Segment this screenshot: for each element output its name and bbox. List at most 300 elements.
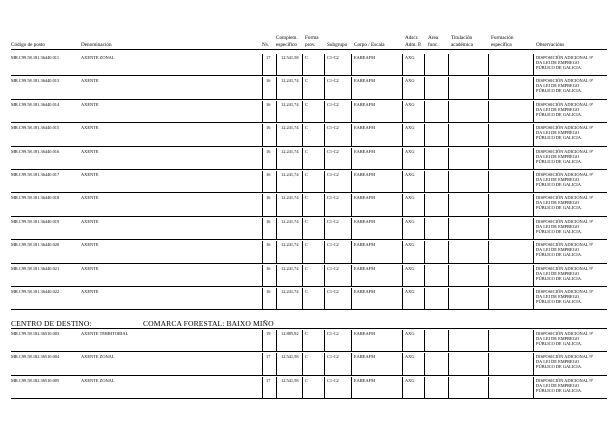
- cell-denominacion: AXENTE: [81, 148, 99, 154]
- observacions-line: DA LEI DE EMPREGO: [536, 247, 580, 253]
- column-rule: [276, 241, 277, 262]
- column-rule: [262, 77, 263, 98]
- column-rule: [448, 241, 449, 262]
- cell-corpo: EAREAFM: [354, 101, 375, 107]
- observacions-line: DISPOSICIÓN ADICIONAL 9ª: [536, 265, 593, 271]
- column-rule: [262, 101, 263, 122]
- cell-codigo: MR.C99.58.181.36440.019: [11, 218, 60, 224]
- section-value: COMARCA FORESTAL: BAIXO MIÑO: [143, 319, 274, 328]
- cell-codigo: MR.C99.58.181.36440.020: [11, 242, 60, 248]
- observacions-line: DA LEI DE EMPREGO: [536, 294, 580, 299]
- cell-corpo: EAREAFM: [354, 218, 375, 224]
- observacions-line: DISPOSICIÓN ADICIONAL 9ª: [536, 55, 593, 60]
- observacions-line: DISPOSICIÓN ADICIONAL 9ª: [536, 242, 593, 248]
- column-rule: [488, 353, 489, 374]
- column-rule: [324, 171, 325, 192]
- column-rule: [402, 148, 403, 169]
- cell-subgrupo: C1-C2: [327, 172, 339, 177]
- cell-observacions: [536, 378, 608, 393]
- cell-corpo: EAREAFM: [354, 265, 375, 271]
- cell-codigo: MR.C99.58.181.36440.011: [11, 55, 60, 60]
- column-rule: [448, 353, 449, 374]
- cell-observacions: [536, 219, 608, 234]
- header-complemento-2: específico: [276, 42, 298, 48]
- column-rule: [488, 148, 489, 169]
- column-rule: [424, 330, 425, 351]
- cell-denominacion: AXENTE: [81, 125, 99, 131]
- column-rule: [424, 54, 425, 75]
- row-rule: [11, 99, 607, 100]
- row-rule: [11, 351, 607, 352]
- column-rule: [324, 148, 325, 169]
- column-rule: [402, 194, 403, 215]
- cell-corpo: EAREAFM: [354, 125, 375, 131]
- column-rule: [533, 101, 534, 122]
- cell-forma: C: [305, 78, 308, 84]
- column-rule: [448, 124, 449, 145]
- column-rule: [488, 54, 489, 75]
- header-area-2: func.: [428, 42, 439, 48]
- cell-adscr: AXG: [405, 148, 415, 154]
- cell-observacions: [536, 55, 608, 70]
- cell-subgrupo: C1-C2: [327, 195, 339, 201]
- cell-subgrupo: C1-C2: [327, 377, 339, 383]
- cell-observacions: [536, 289, 608, 304]
- cell-forma: C: [305, 172, 308, 177]
- column-rule: [533, 353, 534, 374]
- cell-corpo: EAREAFM: [354, 289, 375, 294]
- column-rule: [351, 124, 352, 145]
- cell-adscr: AXG: [405, 101, 415, 107]
- column-rule: [424, 265, 425, 286]
- cell-forma: C: [305, 55, 308, 60]
- cell-adscr: AXG: [405, 377, 415, 383]
- column-rule: [262, 124, 263, 145]
- observacions-line: DA LEI DE EMPREGO: [536, 359, 580, 365]
- cell-forma: C: [305, 289, 308, 294]
- header-subgrupo: Subgrupo: [327, 42, 348, 48]
- column-rule: [533, 218, 534, 239]
- row-rule: [11, 309, 607, 310]
- row-rule: [11, 263, 607, 264]
- column-rule: [351, 148, 352, 169]
- column-rule: [351, 353, 352, 374]
- cell-adscr: AXG: [405, 354, 415, 360]
- column-rule: [302, 171, 303, 192]
- column-rule: [402, 77, 403, 98]
- column-rule: [302, 377, 303, 398]
- observacions-line: DA LEI DE EMPREGO: [536, 130, 580, 136]
- header-codigo: Código de posto: [11, 42, 46, 48]
- observacions-line: DA LEI DE EMPREGO: [536, 382, 580, 388]
- cell-adscr: AXG: [405, 172, 415, 177]
- header-rule: [11, 49, 607, 50]
- cell-corpo: EAREAFM: [354, 195, 375, 201]
- column-rule: [351, 241, 352, 262]
- cell-complemento: 12.541,58: [281, 377, 299, 383]
- column-rule: [324, 265, 325, 286]
- column-rule: [262, 353, 263, 374]
- column-rule: [488, 288, 489, 309]
- cell-denominacion: AXENTE: [81, 195, 99, 201]
- cell-subgrupo: C1-C2: [327, 78, 339, 84]
- column-rule: [324, 330, 325, 351]
- column-rule: [302, 218, 303, 239]
- column-rule: [448, 288, 449, 309]
- cell-corpo: EAREAFM: [354, 55, 375, 60]
- column-rule: [424, 101, 425, 122]
- column-rule: [276, 330, 277, 351]
- cell-nivel: 16: [266, 289, 271, 294]
- column-rule: [402, 265, 403, 286]
- cell-subgrupo: C1-C2: [327, 125, 339, 131]
- cell-forma: C: [305, 195, 308, 201]
- cell-corpo: EAREAFM: [354, 148, 375, 154]
- column-rule: [488, 124, 489, 145]
- column-rule: [448, 218, 449, 239]
- column-rule: [262, 218, 263, 239]
- observacions-line: DA LEI DE EMPREGO: [536, 106, 580, 112]
- cell-denominacion: AXENTE: [81, 265, 99, 271]
- cell-complemento: 12.241,74: [281, 148, 299, 154]
- column-rule: [424, 241, 425, 262]
- cell-adscr: AXG: [405, 265, 415, 271]
- column-rule: [276, 218, 277, 239]
- column-rule: [324, 101, 325, 122]
- column-rule: [424, 124, 425, 145]
- cell-subgrupo: C1-C2: [327, 242, 339, 248]
- column-rule: [448, 77, 449, 98]
- cell-subgrupo: C1-C2: [327, 289, 339, 294]
- cell-complemento: 12.241,74: [281, 125, 299, 131]
- column-rule: [402, 101, 403, 122]
- row-rule: [11, 375, 607, 376]
- header-formacion-1: Formación: [491, 35, 514, 41]
- cell-subgrupo: C1-C2: [327, 265, 339, 271]
- column-rule: [424, 148, 425, 169]
- observacions-line: PÚBLICO DE GALICIA.: [536, 299, 582, 304]
- column-rule: [351, 101, 352, 122]
- observacions-line: DISPOSICIÓN ADICIONAL 9ª: [536, 101, 593, 107]
- cell-codigo: MR.C99.58.181.36440.017: [11, 172, 60, 177]
- column-rule: [302, 353, 303, 374]
- column-rule: [488, 265, 489, 286]
- observacions-line: PÚBLICO DE GALICIA.: [536, 65, 582, 70]
- observacions-line: DISPOSICIÓN ADICIONAL 9ª: [536, 78, 593, 84]
- column-rule: [402, 330, 403, 351]
- column-rule: [262, 54, 263, 75]
- header-adscr-1: Adscr.: [405, 35, 419, 41]
- cell-forma: C: [305, 377, 308, 383]
- column-rule: [402, 241, 403, 262]
- cell-complemento: 12.241,74: [281, 195, 299, 201]
- column-rule: [424, 288, 425, 309]
- observacions-line: DISPOSICIÓN ADICIONAL 9ª: [536, 148, 593, 154]
- column-rule: [448, 101, 449, 122]
- observacions-line: PÚBLICO DE GALICIA.: [536, 88, 582, 94]
- cell-adscr: AXG: [405, 289, 415, 294]
- column-rule: [533, 171, 534, 192]
- column-rule: [351, 54, 352, 75]
- column-rule: [402, 353, 403, 374]
- column-rule: [533, 265, 534, 286]
- header-denominacion: Denominación: [81, 42, 112, 48]
- cell-codigo: MR.C99.58.182.36510.004: [11, 354, 60, 360]
- column-rule: [302, 124, 303, 145]
- cell-nivel: 16: [266, 78, 271, 84]
- column-rule: [302, 54, 303, 75]
- column-rule: [302, 288, 303, 309]
- cell-observacions: [536, 149, 608, 164]
- column-rule: [533, 77, 534, 98]
- column-rule: [533, 330, 534, 351]
- cell-denominacion: AXENTE: [81, 101, 99, 107]
- column-rule: [302, 77, 303, 98]
- cell-adscr: AXG: [405, 55, 415, 60]
- cell-denominacion: AXENTE ZONAL: [81, 377, 115, 383]
- column-rule: [424, 218, 425, 239]
- observacions-line: DISPOSICIÓN ADICIONAL 9ª: [536, 354, 593, 360]
- column-rule: [262, 288, 263, 309]
- cell-observacions: [536, 331, 608, 346]
- cell-nivel: 16: [266, 265, 271, 271]
- cell-nivel: 17: [266, 377, 271, 383]
- column-rule: [351, 194, 352, 215]
- cell-nivel: 16: [266, 101, 271, 107]
- column-rule: [324, 218, 325, 239]
- column-rule: [262, 330, 263, 351]
- cell-codigo: MR.C99.58.181.36440.018: [11, 195, 60, 201]
- row-rule: [11, 216, 607, 217]
- cell-forma: C: [305, 125, 308, 131]
- cell-observacions: [536, 354, 608, 369]
- observacions-line: PÚBLICO DE GALICIA.: [536, 135, 582, 141]
- column-rule: [424, 77, 425, 98]
- observacions-line: DISPOSICIÓN ADICIONAL 9ª: [536, 331, 593, 336]
- column-rule: [351, 330, 352, 351]
- column-rule: [262, 241, 263, 262]
- column-rule: [533, 288, 534, 309]
- column-rule: [448, 148, 449, 169]
- cell-nivel: 16: [266, 218, 271, 224]
- column-rule: [533, 148, 534, 169]
- column-rule: [351, 171, 352, 192]
- cell-subgrupo: C1-C2: [327, 218, 339, 224]
- cell-nivel: 16: [266, 172, 271, 177]
- row-rule: [11, 122, 607, 123]
- observacions-line: PÚBLICO DE GALICIA.: [536, 341, 582, 346]
- cell-nivel: 17: [266, 354, 271, 360]
- column-rule: [324, 377, 325, 398]
- observacions-line: PÚBLICO DE GALICIA.: [536, 111, 582, 117]
- column-rule: [488, 218, 489, 239]
- column-rule: [324, 194, 325, 215]
- row-rule: [11, 239, 607, 240]
- observacions-line: DA LEI DE EMPREGO: [536, 177, 580, 182]
- column-rule: [276, 353, 277, 374]
- cell-complemento: 12.541,58: [281, 354, 299, 360]
- column-rule: [402, 377, 403, 398]
- column-rule: [276, 148, 277, 169]
- row-rule: [11, 398, 607, 399]
- cell-adscr: AXG: [405, 331, 415, 336]
- column-rule: [276, 194, 277, 215]
- observacions-line: DA LEI DE EMPREGO: [536, 153, 580, 159]
- column-rule: [302, 148, 303, 169]
- observacions-line: DA LEI DE EMPREGO: [536, 60, 580, 65]
- cell-observacions: [536, 172, 608, 187]
- cell-corpo: EAREAFM: [354, 78, 375, 84]
- observacions-line: DISPOSICIÓN ADICIONAL 9ª: [536, 195, 593, 201]
- column-rule: [276, 124, 277, 145]
- cell-denominacion: AXENTE ZONAL: [81, 55, 115, 60]
- observacions-line: DISPOSICIÓN ADICIONAL 9ª: [536, 289, 593, 294]
- column-rule: [488, 77, 489, 98]
- cell-codigo: MR.C99.58.181.36440.016: [11, 148, 60, 154]
- cell-complemento: 12.241,74: [281, 218, 299, 224]
- cell-observacions: [536, 266, 608, 281]
- observacions-line: PÚBLICO DE GALICIA.: [536, 252, 582, 258]
- observacions-line: PÚBLICO DE GALICIA.: [536, 364, 582, 370]
- column-rule: [276, 377, 277, 398]
- observacions-line: PÚBLICO DE GALICIA.: [536, 158, 582, 164]
- column-rule: [324, 353, 325, 374]
- column-rule: [302, 194, 303, 215]
- column-rule: [448, 194, 449, 215]
- cell-observacions: [536, 125, 608, 140]
- cell-denominacion: AXENTE: [81, 78, 99, 84]
- cell-adscr: AXG: [405, 218, 415, 224]
- column-rule: [351, 265, 352, 286]
- cell-forma: C: [305, 101, 308, 107]
- column-rule: [276, 265, 277, 286]
- column-rule: [402, 124, 403, 145]
- column-rule: [324, 77, 325, 98]
- cell-adscr: AXG: [405, 242, 415, 248]
- column-rule: [262, 148, 263, 169]
- column-rule: [448, 330, 449, 351]
- cell-complemento: 12.241,74: [281, 172, 299, 177]
- cell-codigo: MR.C99.58.181.36440.022: [11, 289, 60, 294]
- cell-codigo: MR.C99.58.182.36510.005: [11, 377, 60, 383]
- cell-denominacion: AXENTE: [81, 289, 99, 294]
- observacions-line: DA LEI DE EMPREGO: [536, 223, 580, 229]
- cell-forma: C: [305, 148, 308, 154]
- cell-nivel: 16: [266, 125, 271, 131]
- column-rule: [488, 377, 489, 398]
- column-rule: [302, 265, 303, 286]
- row-rule: [11, 75, 607, 76]
- cell-complemento: 12.241,74: [281, 78, 299, 84]
- column-rule: [488, 330, 489, 351]
- header-formacion-2: específica: [491, 42, 512, 48]
- header-forma-1: Forma: [305, 35, 319, 41]
- column-rule: [533, 54, 534, 75]
- cell-subgrupo: C1-C2: [327, 101, 339, 107]
- column-rule: [448, 171, 449, 192]
- column-rule: [351, 218, 352, 239]
- column-rule: [402, 288, 403, 309]
- cell-codigo: MR.C99.58.182.36510.003: [11, 331, 60, 336]
- cell-corpo: EAREAFM: [354, 172, 375, 177]
- cell-nivel: 16: [266, 148, 271, 154]
- cell-corpo: EAREAFM: [354, 242, 375, 248]
- column-rule: [276, 101, 277, 122]
- cell-nivel: 19: [266, 331, 271, 336]
- header-corpo: Corpo / Escala: [354, 42, 385, 48]
- cell-observacions: [536, 102, 608, 117]
- cell-codigo: MR.C99.58.181.36440.013: [11, 78, 60, 84]
- observacions-line: PÚBLICO DE GALICIA.: [536, 182, 582, 187]
- cell-adscr: AXG: [405, 125, 415, 131]
- column-rule: [533, 377, 534, 398]
- column-rule: [351, 288, 352, 309]
- column-rule: [424, 171, 425, 192]
- cell-subgrupo: C1-C2: [327, 55, 339, 60]
- cell-forma: C: [305, 218, 308, 224]
- column-rule: [488, 241, 489, 262]
- cell-denominacion: AXENTE: [81, 218, 99, 224]
- column-rule: [276, 171, 277, 192]
- cell-complemento: 12.885,92: [281, 331, 299, 336]
- cell-denominacion: AXENTE: [81, 172, 99, 177]
- column-rule: [276, 54, 277, 75]
- observacions-line: DISPOSICIÓN ADICIONAL 9ª: [536, 377, 593, 383]
- column-rule: [324, 54, 325, 75]
- column-rule: [448, 265, 449, 286]
- cell-observacions: [536, 242, 608, 257]
- cell-corpo: EAREAFM: [354, 377, 375, 383]
- cell-complemento: 12.241,74: [281, 101, 299, 107]
- observacions-line: PÚBLICO DE GALICIA.: [536, 205, 582, 211]
- header-area-1: Área: [428, 35, 439, 41]
- cell-complemento: 12.241,74: [281, 265, 299, 271]
- column-rule: [402, 54, 403, 75]
- cell-subgrupo: C1-C2: [327, 354, 339, 360]
- cell-corpo: EAREAFM: [354, 331, 375, 336]
- column-rule: [424, 353, 425, 374]
- cell-subgrupo: C1-C2: [327, 148, 339, 154]
- row-rule: [11, 146, 607, 147]
- header-nivel: Nv.: [262, 42, 270, 48]
- column-rule: [302, 241, 303, 262]
- column-rule: [351, 377, 352, 398]
- observacions-line: DA LEI DE EMPREGO: [536, 83, 580, 89]
- cell-observacions: [536, 195, 608, 210]
- column-rule: [302, 330, 303, 351]
- cell-forma: C: [305, 331, 308, 336]
- cell-observacions: [536, 78, 608, 93]
- column-rule: [448, 54, 449, 75]
- row-rule: [11, 169, 607, 170]
- cell-codigo: MR.C99.58.181.36440.014: [11, 101, 60, 107]
- section-label: CENTRO DE DESTINO:: [11, 319, 92, 328]
- column-rule: [324, 241, 325, 262]
- row-rule: [11, 192, 607, 193]
- column-rule: [488, 101, 489, 122]
- cell-complemento: 12.241,74: [281, 289, 299, 294]
- cell-denominacion: AXENTE: [81, 242, 99, 248]
- column-rule: [276, 288, 277, 309]
- column-rule: [324, 288, 325, 309]
- cell-nivel: 16: [266, 195, 271, 201]
- column-rule: [324, 124, 325, 145]
- header-complemento-1: Complem.: [276, 35, 298, 41]
- observacions-line: PÚBLICO DE GALICIA.: [536, 387, 582, 393]
- cell-corpo: EAREAFM: [354, 354, 375, 360]
- column-rule: [402, 171, 403, 192]
- cell-complemento: 12.541,58: [281, 55, 299, 60]
